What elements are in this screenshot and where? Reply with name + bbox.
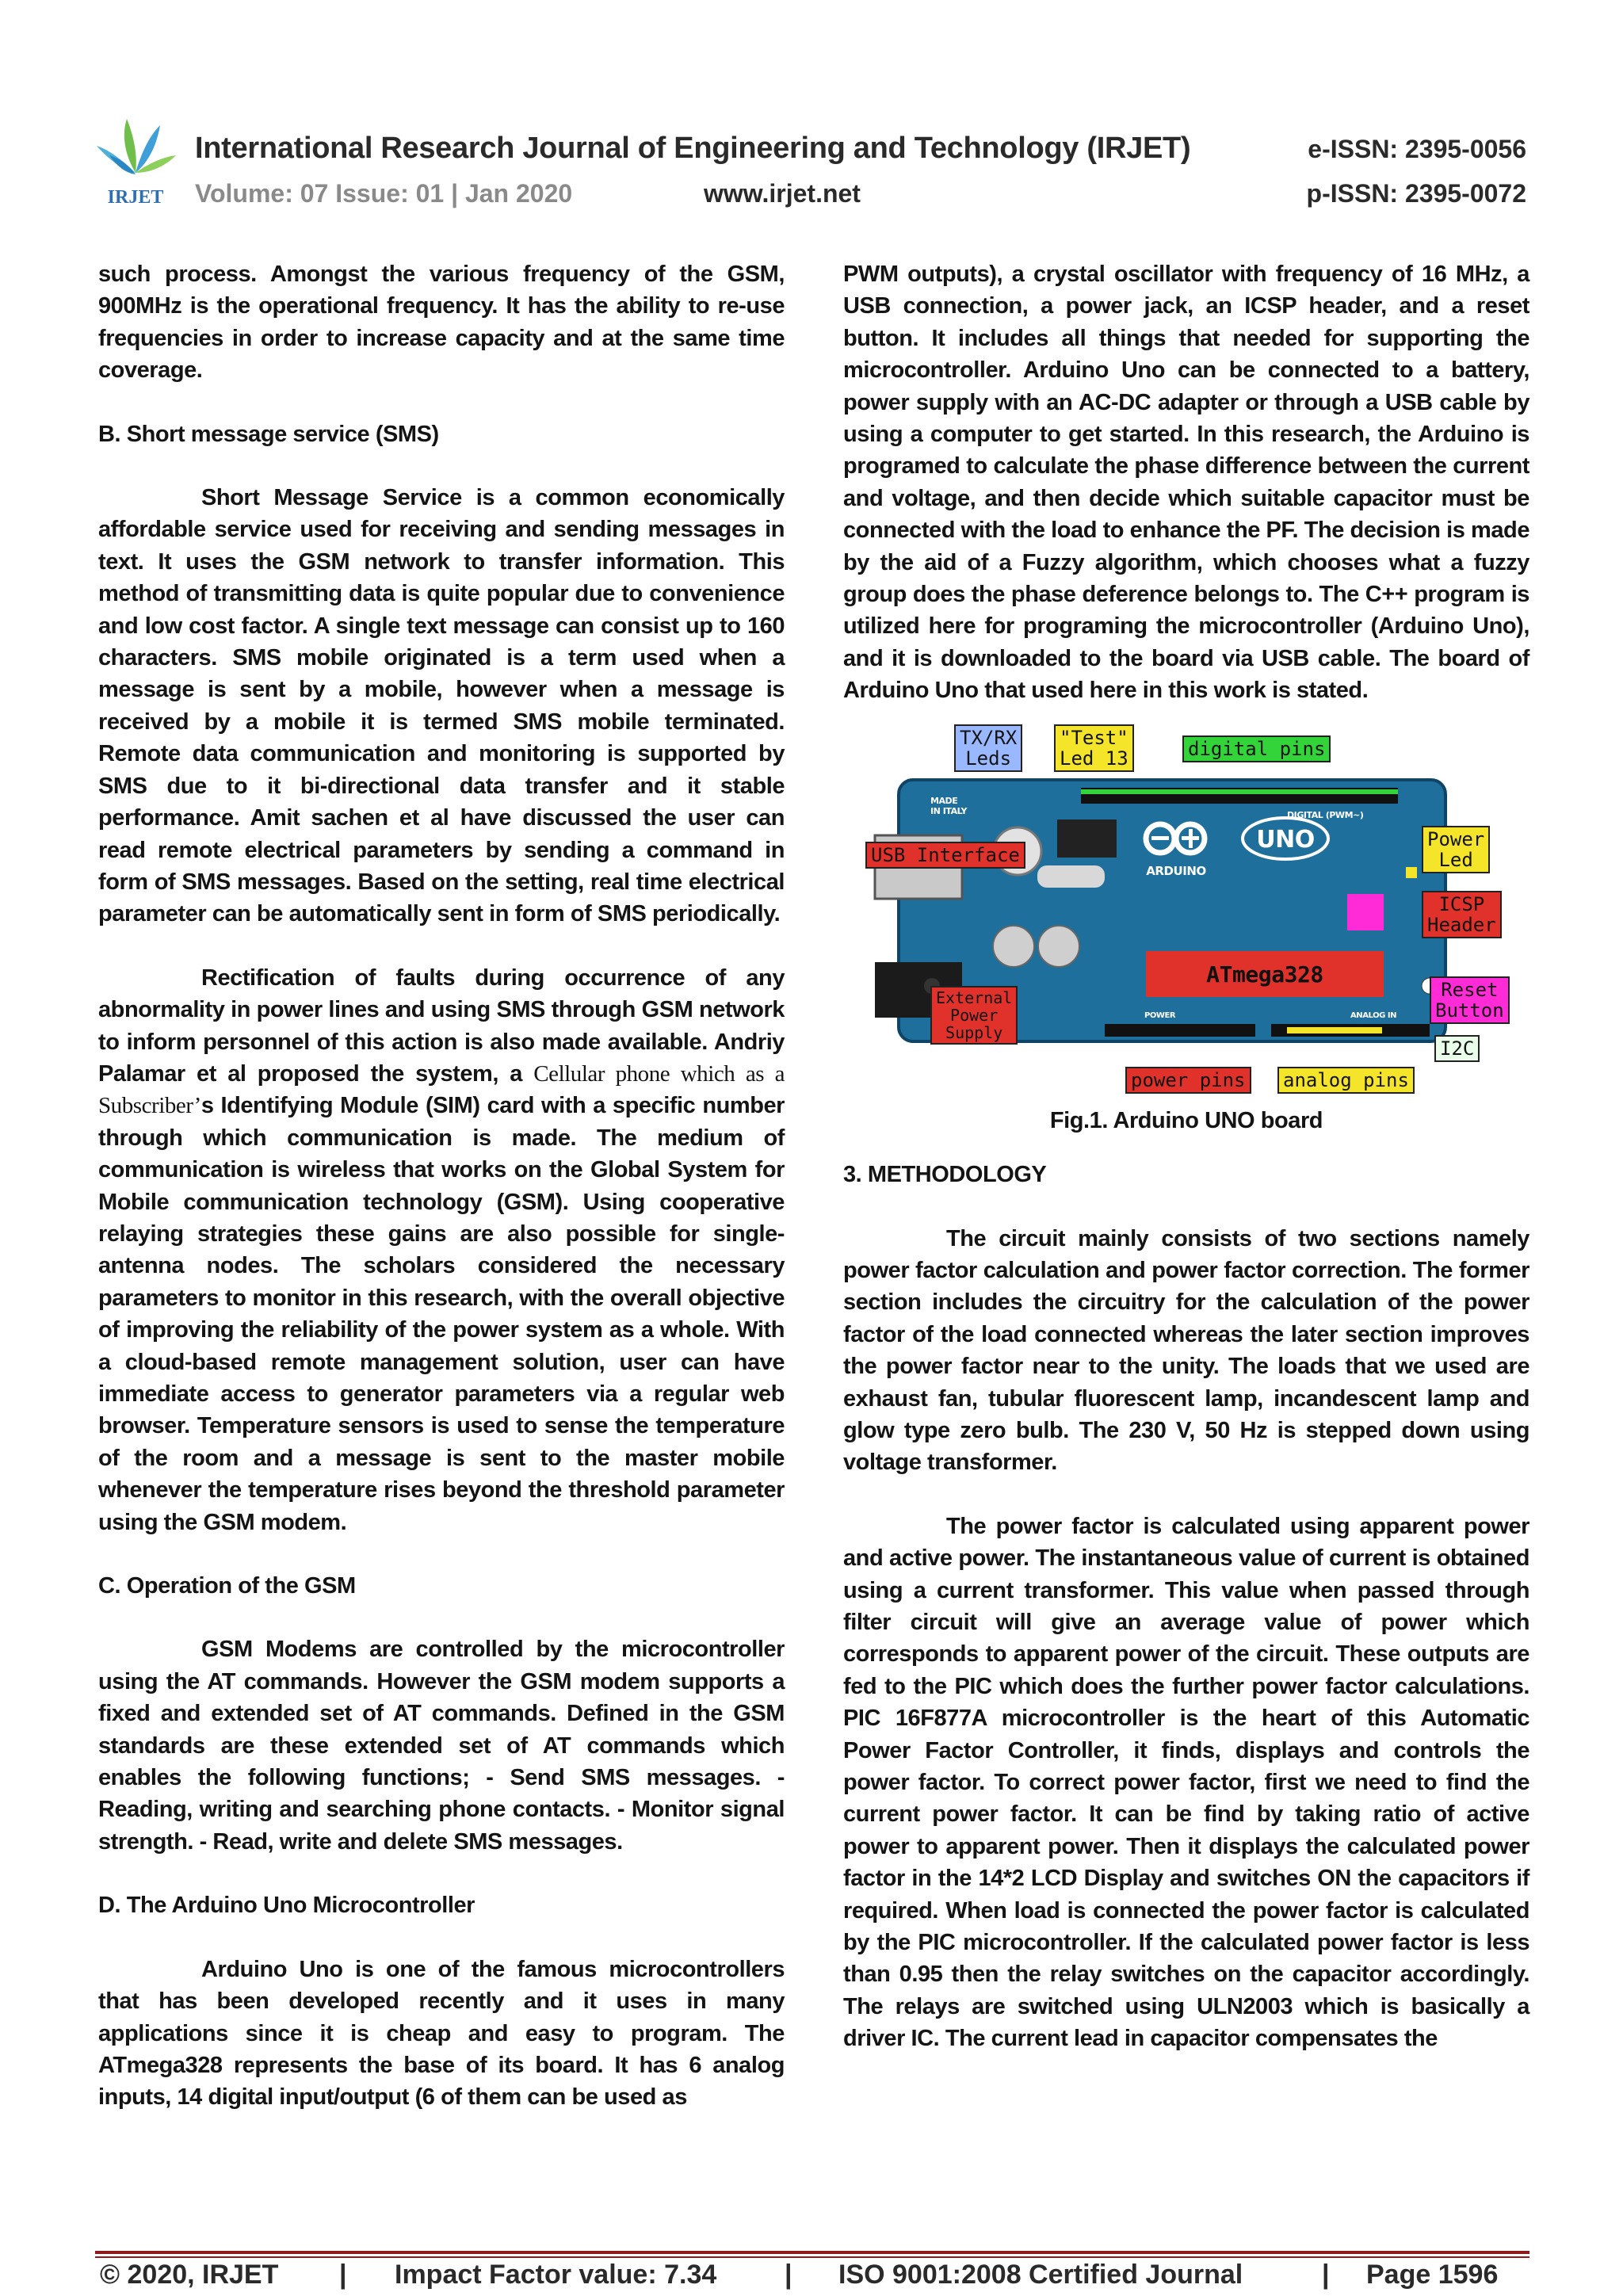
footer-page-number: Page 1596 (1366, 2260, 1499, 2290)
label-power-led: Power Led (1422, 826, 1490, 873)
footer-rule-thin (95, 2256, 1529, 2258)
paragraph-methodology-1: The circuit mainly consists of two sections namely power factor calculation and power factor correction. The former section includes the circuitry for the calculation of the power factor of the load connected whereas the later section improves the power factor near to the unity. The loads that we used are exhaust fan, tubular fluorescent lamp, incandescent lamp and glow type zero bulb. The 230 V, 50 Hz is stepped down using voltage transformer. (843, 1225, 1529, 1476)
footer-separator: | (1322, 2260, 1330, 2290)
e-issn: e-ISSN: 2395-0056 (1308, 135, 1526, 163)
irjet-logo (92, 117, 179, 211)
paragraph-sms-2-part-a: Rectification of faults during occurrence of any abnormality in power lines and using SMS through GSM network to inform personnel of this action is also made available. Andriy Palamar et al proposed the system, a (98, 965, 785, 1087)
footer-rule (95, 2251, 1529, 2254)
label-external-power-supply: External Power Supply (930, 986, 1018, 1045)
power-led-component (1406, 867, 1417, 878)
power-header-strip (1105, 1024, 1255, 1037)
paragraph-operation-gsm: GSM Modems are controlled by the microcontroller using the AT commands. However the GSM modem supports a fixed and extended set of AT commands. Defined in the GSM standards are these extended set of AT commands which enables the following functions; - Send SMS messages. - Reading, writing and searching phone contacts. - Monitor signal strength. - Read, write and delete SMS messages. (98, 1637, 785, 1855)
paragraph-sms-2 (98, 962, 785, 1538)
heading-operation-gsm: C. Operation of the GSM (98, 1573, 356, 1599)
heading-methodology: 3. METHODOLOGY (843, 1162, 1047, 1188)
logo-leaves-icon (97, 119, 176, 174)
paragraph-sms-2-part-b: s Identifying Module (SIM) card with a specific number through which communication is made. The medium of communication is wireless that works on the Global System for Mobile communication technology (GSM). Using cooperative relaying strategies these gains are also possible for single-antenna nodes. The scholars considered the necessary parameters to monitor in this research, with the overall objective of improving the reliability of the power system as a whole. With a cloud-based remote management solution, user can have immediate access to generator parameters via a regular web browser. Temperature sensors is used to sense the temperature of the room and a message is sent to the master mobile whenever the temperature rises beyond the threshold parameter using the GSM modem. (98, 1093, 785, 1535)
label-tx-rx-leds: TX/RX Leds (954, 724, 1022, 772)
label-power-pins: power pins (1125, 1067, 1251, 1094)
paragraph-arduino-uno: Arduino Uno is one of the famous microcontrollers that has been developed recently and it uses in many applications since it is cheap and easy to program. The ATmega328 represents the base of its board. It has 6 analog inputs, 14 digital input/output (6 of them can be used as (98, 1956, 785, 2111)
atmega-chip-label: ATmega328 (1206, 961, 1323, 988)
footer-copyright: © 2020, IRJET (100, 2260, 279, 2290)
paragraph-sms-1: Short Message Service is a common economically affordable service used for receiving and sending messages in text. It uses the GSM network to transfer information. This method of transmitting data is quite popular due to convenience and low cost factor. A single text message can consist up to 160 characters. SMS mobile originated is a term used when a message is sent by a mobile, however when a message is received by a mobile it is termed SMS mobile terminated. Remote data communication and monitoring is supported by SMS due to it bi-directional data transfer and it stable performance. Amit sachen et al have discussed the user can read remote electrical parameters by sending a command in form of SMS messages. Based on the setting, real time electrical parameter can be automatically sent in form of SMS periodically. (98, 485, 785, 927)
capacitor-1 (993, 926, 1034, 967)
logo-text: IRJET (107, 187, 164, 208)
label-i2c: I2C (1434, 1035, 1480, 1062)
figure-caption: Fig.1. Arduino UNO board (1049, 1107, 1323, 1133)
journal-title: International Research Journal of Engineering and Technology (IRJET) (195, 132, 1191, 165)
paragraph-methodology-2: The power factor is calculated using apparent power and active power. The instantaneous value of current is obtained using a current transformer. This value when passed through filter circuit will give an average value of power which corresponds to apparent power of the circuit. These outputs are fed to the PIC which does the further power factor calculations. PIC 16F877A microcontroller is the heart of this Automatic Power Factor Controller, it finds, displays and controls the power factor. To correct power factor, first we need to find the current power factor. It can be find by taking ratio of active power to apparent power. Then it displays the calculated power factor in the 14*2 LCD Display and switches ON the capacitors if required. When load is connected the power factor is calculated by the PIC microcontroller. If the calculated power factor is less than 0.95 then the relay switches on the capacitor accordingly. The relays are switched using ULN2003 which is basically a driver IC. The current lead in capacitor compensates the (843, 1513, 1529, 2052)
arduino-uno-figure (843, 724, 1529, 1097)
journal-website-link[interactable]: www.irjet.net (704, 179, 861, 208)
right-column (843, 258, 1529, 2055)
footer-separator: | (785, 2260, 792, 2290)
label-icsp-header: ICSP Header (1422, 891, 1502, 938)
footer-iso: ISO 9001:2008 Certified Journal (838, 2260, 1243, 2290)
footer-impact-factor: Impact Factor value: 7.34 (395, 2260, 717, 2290)
board-power-text: POWER (1144, 1010, 1176, 1020)
label-reset-button: Reset Button (1430, 976, 1510, 1024)
board-analog-text: ANALOG IN (1350, 1010, 1397, 1020)
paragraph-arduino-continued: PWM outputs), a crystal oscillator with frequency of 16 MHz, a USB connection, a power jack, an ICSP header, and a reset button. It includes all things that needed for supporting the microcontroller. Arduino Uno can be connected to a battery, power supply with an AC-DC adapter or through a USB cable by using a computer to get started. In this research, the Arduino is programed to calculate the phase difference between the current and voltage, and then decide which suitable capacitor must be connected with the load to enhance the PF. The decision is made by the aid of a Fuzzy algorithm, which chooses what a fuzzy group does the phase deference belongs to. The C++ program is utilized here for programing the microcontroller (Arduino Uno), and it is downloaded to the board via USB cable. The board of Arduino Uno that used here in this work is stated. (843, 262, 1529, 704)
usb-chip (1057, 819, 1117, 858)
board-made-in-text: MADE IN ITALY (930, 795, 968, 816)
crystal (1037, 865, 1105, 888)
left-column (98, 258, 785, 2114)
heading-arduino-uno: D. The Arduino Uno Microcontroller (98, 1893, 475, 1919)
heading-sms: B. Short message service (SMS) (98, 421, 439, 447)
icsp-header-component (1347, 894, 1384, 930)
board-digital-text: DIGITAL (PWM~) (1287, 809, 1364, 820)
footer-separator: | (339, 2260, 347, 2290)
board-brand-text: ARDUINO (1146, 863, 1206, 878)
paragraph-sms-2-serif-run: Cellular phone which as a Subscriber’ (98, 1060, 785, 1119)
capacitor-2 (1038, 926, 1079, 967)
label-analog-pins: analog pins (1277, 1067, 1415, 1094)
paragraph-gsm-continued: such process. Amongst the various frequency of the GSM, 900MHz is the operational frequency. It has the ability to re-use frequencies in order to increase capacity and at the same time coverage. (98, 262, 785, 384)
board-model-text: UNO (1256, 825, 1315, 854)
volume-issue: Volume: 07 Issue: 01 | Jan 2020 (195, 179, 573, 208)
footer (95, 2260, 1529, 2296)
label-digital-pins: digital pins (1182, 735, 1331, 762)
label-usb-interface: USB Interface (865, 842, 1025, 869)
p-issn: p-ISSN: 2395-0072 (1306, 179, 1526, 208)
label-test-led: "Test" Led 13 (1054, 724, 1134, 772)
